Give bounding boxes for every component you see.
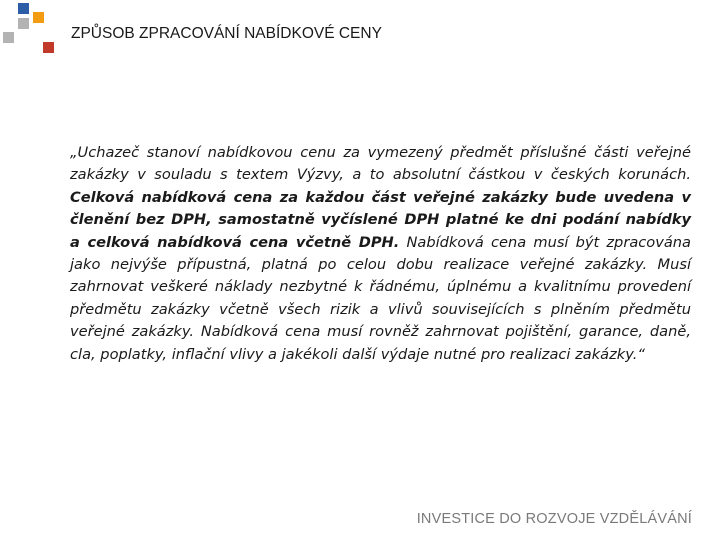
body-text-bold: Celková nabídková cena za každou část veřejné zakázky bude uvedena v členění bez DPH, samostatně vyčíslené DPH platné ke dni podání nabídky a celková nabídková cena včetně DPH. bbox=[70, 188, 691, 251]
logo-square-red bbox=[43, 42, 54, 53]
body-paragraph bbox=[70, 142, 691, 366]
footer-text: INVESTICE DO ROZVOJE VZDĚLÁVÁNÍ bbox=[416, 511, 692, 527]
logo-square-gray-1 bbox=[3, 32, 14, 43]
page-title: ZPŮSOB ZPRACOVÁNÍ NABÍDKOVÉ CENY bbox=[71, 25, 382, 42]
logo-square-blue bbox=[18, 3, 29, 14]
logo-square-gray-2 bbox=[18, 18, 29, 29]
body-text-part2: Nabídková cena musí být zpracována jako nejvýše přípustná, platná po celou dobu realizace veřejné zakázky. Musí zahrnovat veškeré náklady nezbytné k řádnému, úplnému a kvalitnímu provedení předmětu zakázky včetně všech rizik a vlivů souvisejících s plněním předmětu veřejné zakázky. Nabídková cena musí rovněž zahrnovat pojištění, garance, daně, cla, poplatky, inflační vlivy a jakékoli další výdaje nutné pro realizaci zakázky.“ bbox=[70, 233, 691, 363]
logo-square-orange bbox=[33, 12, 44, 23]
body-text-part1: „Uchazeč stanoví nabídkovou cenu za vymezený předmět příslušné části veřejné zakázky v souladu s textem Výzvy, a to absolutní částkou v českých korunách. bbox=[70, 144, 691, 184]
